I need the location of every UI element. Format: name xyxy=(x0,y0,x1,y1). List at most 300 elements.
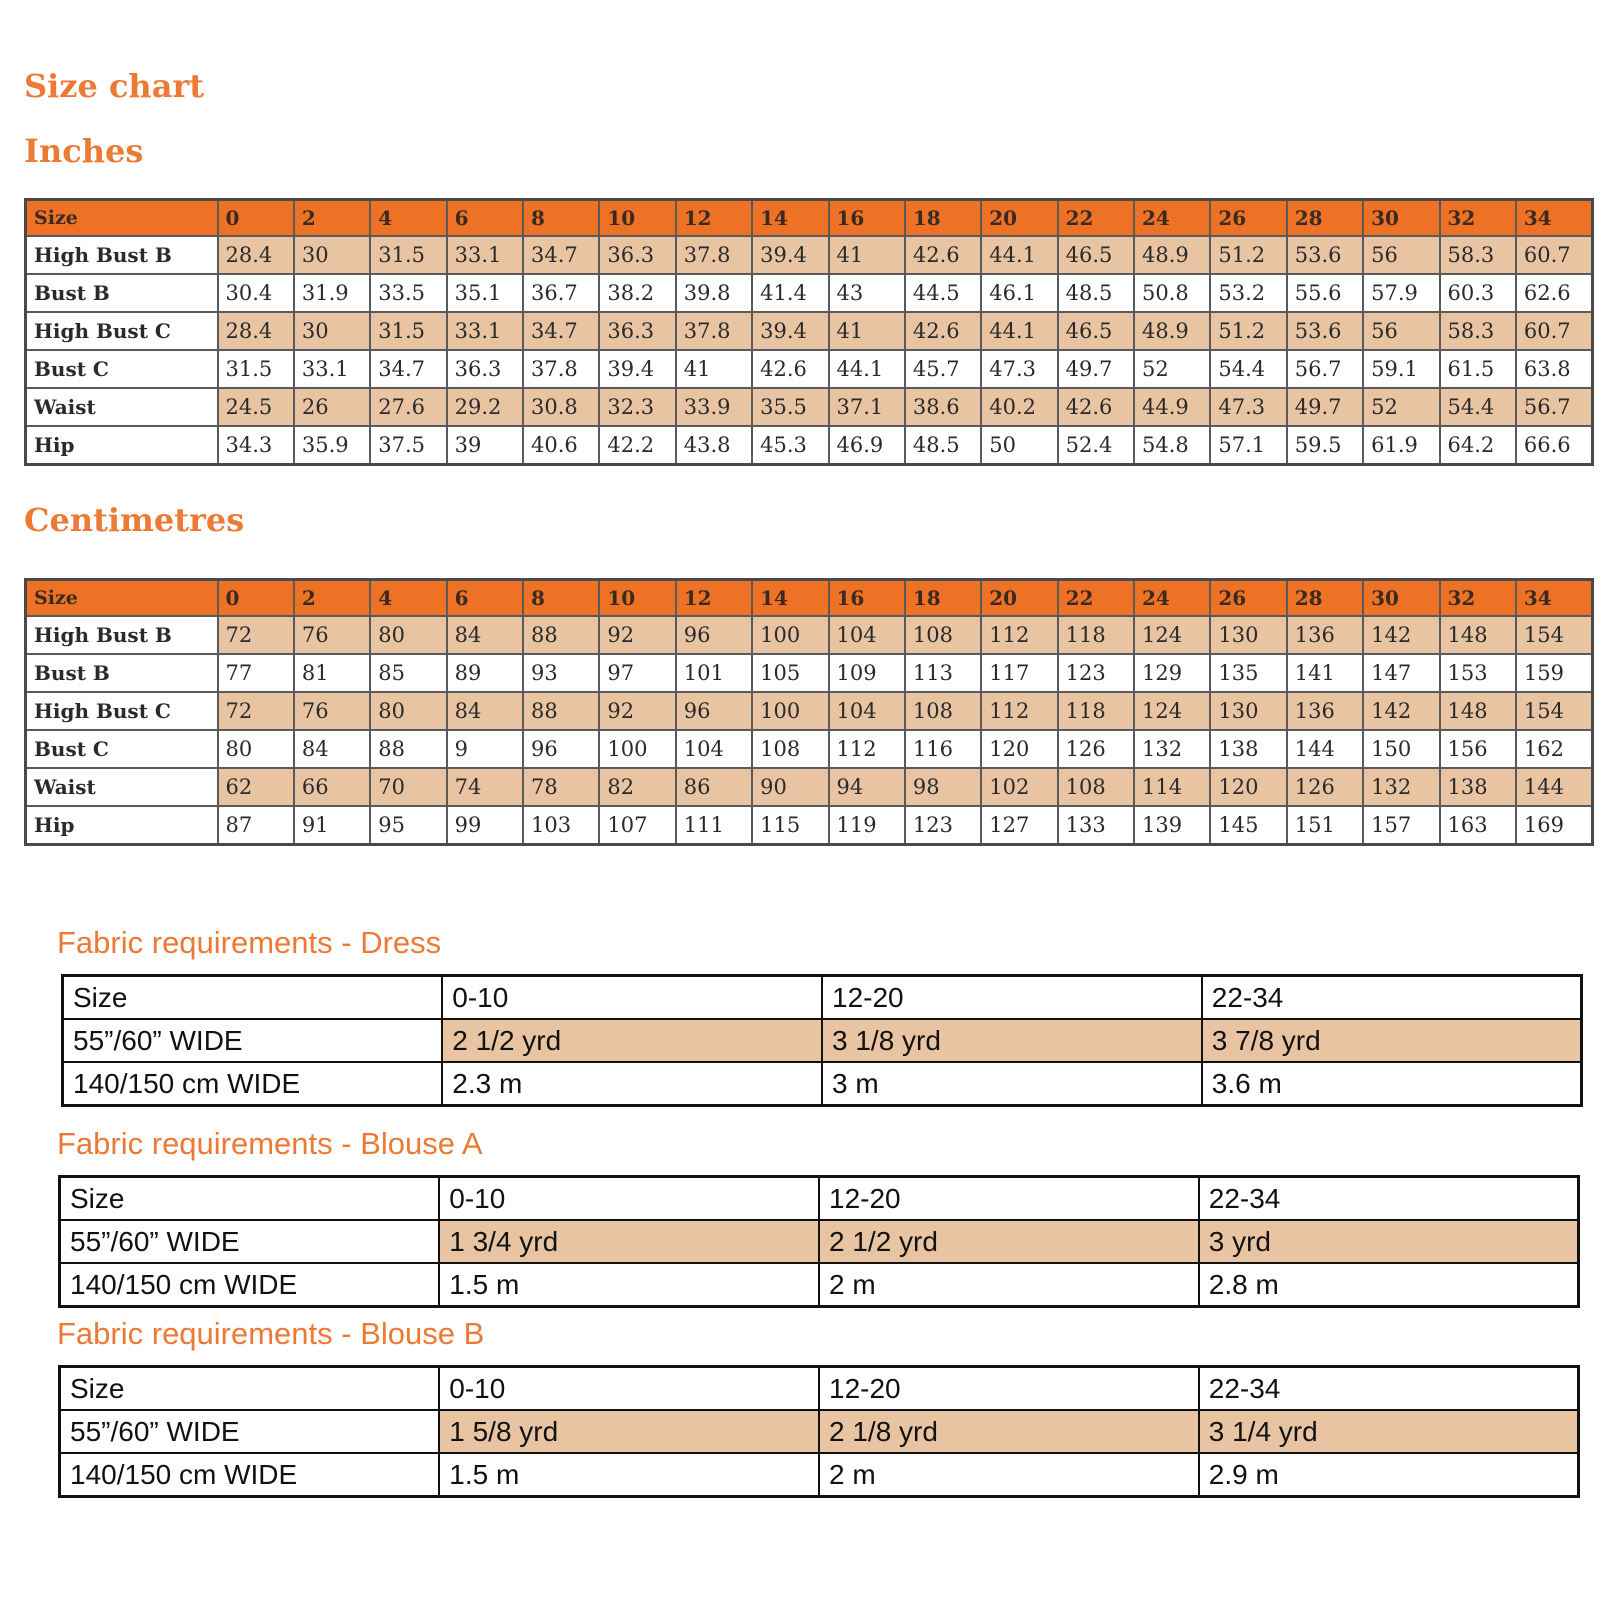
measurement-cell: 72 xyxy=(218,692,294,730)
size-header-cell: 34 xyxy=(1516,580,1593,617)
measurement-cell: 48.5 xyxy=(1058,274,1134,312)
size-header-cell: 2 xyxy=(294,200,370,237)
size-header-cell: 26 xyxy=(1210,200,1286,237)
centimetres-heading: Centimetres xyxy=(24,501,245,539)
measurement-cell: 38.2 xyxy=(599,274,675,312)
measurement-cell: 29.2 xyxy=(447,388,523,426)
measurement-cell: 33.1 xyxy=(294,350,370,388)
measurement-cell: 112 xyxy=(981,616,1057,654)
size-header-cell: 32 xyxy=(1440,580,1516,617)
measurement-cell: 31.9 xyxy=(294,274,370,312)
measurement-cell: 46.5 xyxy=(1058,236,1134,274)
measurement-cell: 77 xyxy=(218,654,294,692)
measurement-cell: 34.3 xyxy=(218,426,294,465)
measurement-cell: 42.6 xyxy=(905,236,981,274)
table-row xyxy=(63,976,1582,1020)
measurement-cell: 39.8 xyxy=(676,274,752,312)
measurement-cell: 88 xyxy=(523,616,599,654)
row-label: Size xyxy=(60,1367,440,1411)
measurement-cell: 44.1 xyxy=(981,236,1057,274)
size-header-cell: 22 xyxy=(1058,200,1134,237)
measurement-cell: 28.4 xyxy=(218,312,294,350)
size-header-cell: 30 xyxy=(1363,200,1439,237)
measurement-cell: 60.3 xyxy=(1440,274,1516,312)
table-row xyxy=(26,426,1593,465)
measurement-cell: 85 xyxy=(370,654,446,692)
measurement-cell: 86 xyxy=(676,768,752,806)
measurement-cell: 43.8 xyxy=(676,426,752,465)
size-header-cell: 10 xyxy=(599,200,675,237)
measurement-cell: 88 xyxy=(523,692,599,730)
measurement-cell: 80 xyxy=(218,730,294,768)
measurement-cell: 108 xyxy=(1058,768,1134,806)
measurement-cell: 126 xyxy=(1058,730,1134,768)
measurement-cell: 47.3 xyxy=(1210,388,1286,426)
fabric-dress-title: Fabric requirements - Dress xyxy=(57,925,442,960)
measurement-cell: 37.8 xyxy=(523,350,599,388)
measurement-cell: 92 xyxy=(599,692,675,730)
measurement-cell: 36.7 xyxy=(523,274,599,312)
measurement-cell: 96 xyxy=(676,692,752,730)
measurement-cell: 44.9 xyxy=(1134,388,1210,426)
measurement-cell: 36.3 xyxy=(599,312,675,350)
table-row xyxy=(26,768,1593,806)
measurement-cell: 138 xyxy=(1210,730,1286,768)
measurement-cell: 62 xyxy=(218,768,294,806)
measurement-cell: 53.6 xyxy=(1287,236,1363,274)
page-title: Size chart xyxy=(24,67,205,105)
measurement-cell: 38.6 xyxy=(905,388,981,426)
row-label: High Bust C xyxy=(26,692,218,730)
measurement-cell: 48.9 xyxy=(1134,236,1210,274)
measurement-cell: 31.5 xyxy=(370,236,446,274)
measurement-cell: 54.4 xyxy=(1440,388,1516,426)
size-header-cell: 24 xyxy=(1134,200,1210,237)
fabric-cell: 2 m xyxy=(819,1453,1199,1497)
measurement-cell: 57.9 xyxy=(1363,274,1439,312)
measurement-cell: 45.7 xyxy=(905,350,981,388)
measurement-cell: 53.6 xyxy=(1287,312,1363,350)
measurement-cell: 151 xyxy=(1287,806,1363,845)
measurement-cell: 46.5 xyxy=(1058,312,1134,350)
fabric-cell: 1.5 m xyxy=(439,1263,819,1307)
measurement-cell: 148 xyxy=(1440,692,1516,730)
measurement-cell: 33.1 xyxy=(447,312,523,350)
size-header-cell: 18 xyxy=(905,200,981,237)
size-column-header: Size xyxy=(26,580,218,617)
measurement-cell: 66.6 xyxy=(1516,426,1593,465)
measurement-cell: 116 xyxy=(905,730,981,768)
measurement-cell: 154 xyxy=(1516,692,1593,730)
measurement-cell: 49.7 xyxy=(1287,388,1363,426)
measurement-cell: 130 xyxy=(1210,616,1286,654)
measurement-cell: 30 xyxy=(294,312,370,350)
measurement-cell: 59.5 xyxy=(1287,426,1363,465)
measurement-cell: 45.3 xyxy=(752,426,828,465)
measurement-cell: 57.1 xyxy=(1210,426,1286,465)
measurement-cell: 136 xyxy=(1287,692,1363,730)
measurement-cell: 169 xyxy=(1516,806,1593,845)
size-header-cell: 12 xyxy=(676,200,752,237)
measurement-cell: 52 xyxy=(1363,388,1439,426)
measurement-cell: 39.4 xyxy=(752,236,828,274)
inches-heading: Inches xyxy=(24,132,144,170)
fabric-cell: 1 5/8 yrd xyxy=(439,1410,819,1453)
measurement-cell: 80 xyxy=(370,616,446,654)
size-header-cell: 28 xyxy=(1287,580,1363,617)
fabric-cell: 12-20 xyxy=(822,976,1202,1020)
size-header-cell: 32 xyxy=(1440,200,1516,237)
size-header-cell: 0 xyxy=(218,200,294,237)
measurement-cell: 32.3 xyxy=(599,388,675,426)
measurement-cell: 132 xyxy=(1363,768,1439,806)
measurement-cell: 49.7 xyxy=(1058,350,1134,388)
size-header-cell: 28 xyxy=(1287,200,1363,237)
measurement-cell: 42.2 xyxy=(599,426,675,465)
table-row xyxy=(60,1367,1579,1411)
measurement-cell: 78 xyxy=(523,768,599,806)
measurement-cell: 44.5 xyxy=(905,274,981,312)
measurement-cell: 35.9 xyxy=(294,426,370,465)
size-header-cell: 30 xyxy=(1363,580,1439,617)
measurement-cell: 74 xyxy=(447,768,523,806)
measurement-cell: 56 xyxy=(1363,312,1439,350)
table-row xyxy=(26,616,1593,654)
size-header-cell: 24 xyxy=(1134,580,1210,617)
measurement-cell: 54.4 xyxy=(1210,350,1286,388)
measurement-cell: 70 xyxy=(370,768,446,806)
table-header-row xyxy=(26,200,1593,237)
measurement-cell: 37.1 xyxy=(829,388,905,426)
table-row xyxy=(26,730,1593,768)
fabric-cell: 2.9 m xyxy=(1199,1453,1579,1497)
fabric-cell: 0-10 xyxy=(439,1367,819,1411)
size-header-cell: 4 xyxy=(370,580,446,617)
fabric-cell: 12-20 xyxy=(819,1367,1199,1411)
measurement-cell: 100 xyxy=(752,692,828,730)
measurement-cell: 40.2 xyxy=(981,388,1057,426)
measurement-cell: 135 xyxy=(1210,654,1286,692)
fabric-cell: 3 1/8 yrd xyxy=(822,1019,1202,1062)
measurement-cell: 33.9 xyxy=(676,388,752,426)
measurement-cell: 82 xyxy=(599,768,675,806)
fabric-cell: 0-10 xyxy=(439,1177,819,1221)
measurement-cell: 138 xyxy=(1440,768,1516,806)
measurement-cell: 62.6 xyxy=(1516,274,1593,312)
measurement-cell: 58.3 xyxy=(1440,236,1516,274)
row-label: Hip xyxy=(26,806,218,845)
measurement-cell: 31.5 xyxy=(218,350,294,388)
measurement-cell: 41.4 xyxy=(752,274,828,312)
measurement-cell: 46.1 xyxy=(981,274,1057,312)
measurement-cell: 111 xyxy=(676,806,752,845)
measurement-cell: 36.3 xyxy=(599,236,675,274)
measurement-cell: 120 xyxy=(1210,768,1286,806)
measurement-cell: 156 xyxy=(1440,730,1516,768)
measurement-cell: 105 xyxy=(752,654,828,692)
measurement-cell: 53.2 xyxy=(1210,274,1286,312)
fabric-cell: 12-20 xyxy=(819,1177,1199,1221)
measurement-cell: 112 xyxy=(981,692,1057,730)
fabric-cell: 22-34 xyxy=(1199,1367,1579,1411)
measurement-cell: 91 xyxy=(294,806,370,845)
measurement-cell: 108 xyxy=(905,692,981,730)
size-header-cell: 22 xyxy=(1058,580,1134,617)
measurement-cell: 100 xyxy=(599,730,675,768)
measurement-cell: 54.8 xyxy=(1134,426,1210,465)
measurement-cell: 42.6 xyxy=(1058,388,1134,426)
row-label: High Bust B xyxy=(26,616,218,654)
measurement-cell: 52 xyxy=(1134,350,1210,388)
fabric-cell: 2 1/8 yrd xyxy=(819,1410,1199,1453)
fabric-cell: 1 3/4 yrd xyxy=(439,1220,819,1263)
inches-size-table xyxy=(24,198,1594,466)
measurement-cell: 95 xyxy=(370,806,446,845)
table-row xyxy=(60,1177,1579,1221)
fabric-blouse-b-title: Fabric requirements - Blouse B xyxy=(57,1316,485,1351)
measurement-cell: 118 xyxy=(1058,692,1134,730)
row-label: 55”/60” WIDE xyxy=(60,1410,440,1453)
measurement-cell: 35.1 xyxy=(447,274,523,312)
fabric-cell: 2 m xyxy=(819,1263,1199,1307)
measurement-cell: 112 xyxy=(829,730,905,768)
measurement-cell: 102 xyxy=(981,768,1057,806)
measurement-cell: 61.5 xyxy=(1440,350,1516,388)
row-label: Size xyxy=(60,1177,440,1221)
fabric-cell: 22-34 xyxy=(1199,1177,1579,1221)
size-header-cell: 6 xyxy=(447,580,523,617)
measurement-cell: 50.8 xyxy=(1134,274,1210,312)
measurement-cell: 80 xyxy=(370,692,446,730)
row-label: 140/150 cm WIDE xyxy=(60,1263,440,1307)
row-label: Size xyxy=(63,976,443,1020)
measurement-cell: 157 xyxy=(1363,806,1439,845)
fabric-cell: 3 m xyxy=(822,1062,1202,1106)
measurement-cell: 109 xyxy=(829,654,905,692)
size-header-cell: 16 xyxy=(829,580,905,617)
table-row xyxy=(60,1220,1579,1263)
measurement-cell: 41 xyxy=(829,312,905,350)
measurement-cell: 147 xyxy=(1363,654,1439,692)
size-header-cell: 20 xyxy=(981,580,1057,617)
measurement-cell: 56 xyxy=(1363,236,1439,274)
measurement-cell: 24.5 xyxy=(218,388,294,426)
table-row xyxy=(26,350,1593,388)
measurement-cell: 100 xyxy=(752,616,828,654)
fabric-cell: 2.3 m xyxy=(442,1062,822,1106)
measurement-cell: 163 xyxy=(1440,806,1516,845)
measurement-cell: 42.6 xyxy=(752,350,828,388)
measurement-cell: 47.3 xyxy=(981,350,1057,388)
measurement-cell: 92 xyxy=(599,616,675,654)
measurement-cell: 159 xyxy=(1516,654,1593,692)
measurement-cell: 123 xyxy=(1058,654,1134,692)
measurement-cell: 35.5 xyxy=(752,388,828,426)
table-row xyxy=(60,1410,1579,1453)
measurement-cell: 42.6 xyxy=(905,312,981,350)
measurement-cell: 132 xyxy=(1134,730,1210,768)
measurement-cell: 113 xyxy=(905,654,981,692)
measurement-cell: 41 xyxy=(676,350,752,388)
measurement-cell: 148 xyxy=(1440,616,1516,654)
measurement-cell: 36.3 xyxy=(447,350,523,388)
measurement-cell: 127 xyxy=(981,806,1057,845)
measurement-cell: 61.9 xyxy=(1363,426,1439,465)
fabric-blouse-b-table xyxy=(58,1365,1580,1498)
size-header-cell: 12 xyxy=(676,580,752,617)
measurement-cell: 142 xyxy=(1363,616,1439,654)
measurement-cell: 30.8 xyxy=(523,388,599,426)
measurement-cell: 60.7 xyxy=(1516,236,1593,274)
measurement-cell: 63.8 xyxy=(1516,350,1593,388)
measurement-cell: 144 xyxy=(1516,768,1593,806)
row-label: Waist xyxy=(26,768,218,806)
measurement-cell: 88 xyxy=(370,730,446,768)
table-row xyxy=(26,388,1593,426)
measurement-cell: 126 xyxy=(1287,768,1363,806)
measurement-cell: 56.7 xyxy=(1287,350,1363,388)
measurement-cell: 93 xyxy=(523,654,599,692)
measurement-cell: 44.1 xyxy=(981,312,1057,350)
measurement-cell: 9 xyxy=(447,730,523,768)
measurement-cell: 108 xyxy=(752,730,828,768)
table-row xyxy=(26,312,1593,350)
table-row xyxy=(26,236,1593,274)
measurement-cell: 72 xyxy=(218,616,294,654)
measurement-cell: 117 xyxy=(981,654,1057,692)
measurement-cell: 130 xyxy=(1210,692,1286,730)
measurement-cell: 84 xyxy=(447,692,523,730)
measurement-cell: 142 xyxy=(1363,692,1439,730)
measurement-cell: 118 xyxy=(1058,616,1134,654)
measurement-cell: 33.1 xyxy=(447,236,523,274)
size-header-cell: 26 xyxy=(1210,580,1286,617)
measurement-cell: 124 xyxy=(1134,616,1210,654)
measurement-cell: 133 xyxy=(1058,806,1134,845)
measurement-cell: 43 xyxy=(829,274,905,312)
measurement-cell: 66 xyxy=(294,768,370,806)
measurement-cell: 119 xyxy=(829,806,905,845)
measurement-cell: 162 xyxy=(1516,730,1593,768)
measurement-cell: 114 xyxy=(1134,768,1210,806)
measurement-cell: 46.9 xyxy=(829,426,905,465)
measurement-cell: 153 xyxy=(1440,654,1516,692)
measurement-cell: 40.6 xyxy=(523,426,599,465)
measurement-cell: 30.4 xyxy=(218,274,294,312)
size-header-cell: 14 xyxy=(752,580,828,617)
fabric-cell: 22-34 xyxy=(1202,976,1582,1020)
measurement-cell: 59.1 xyxy=(1363,350,1439,388)
measurement-cell: 37.8 xyxy=(676,312,752,350)
measurement-cell: 56.7 xyxy=(1516,388,1593,426)
size-header-cell: 0 xyxy=(218,580,294,617)
measurement-cell: 27.6 xyxy=(370,388,446,426)
measurement-cell: 64.2 xyxy=(1440,426,1516,465)
row-label: 140/150 cm WIDE xyxy=(63,1062,443,1106)
fabric-blouse-a-table xyxy=(58,1175,1580,1308)
measurement-cell: 150 xyxy=(1363,730,1439,768)
measurement-cell: 139 xyxy=(1134,806,1210,845)
fabric-cell: 1.5 m xyxy=(439,1453,819,1497)
row-label: High Bust B xyxy=(26,236,218,274)
table-row xyxy=(63,1019,1582,1062)
measurement-cell: 81 xyxy=(294,654,370,692)
measurement-cell: 33.5 xyxy=(370,274,446,312)
measurement-cell: 124 xyxy=(1134,692,1210,730)
measurement-cell: 107 xyxy=(599,806,675,845)
fabric-blouse-a-title: Fabric requirements - Blouse A xyxy=(57,1126,483,1161)
table-row xyxy=(60,1263,1579,1307)
measurement-cell: 34.7 xyxy=(370,350,446,388)
row-label: Waist xyxy=(26,388,218,426)
fabric-dress-table xyxy=(61,974,1583,1107)
measurement-cell: 84 xyxy=(294,730,370,768)
fabric-cell: 3 1/4 yrd xyxy=(1199,1410,1579,1453)
fabric-cell: 0-10 xyxy=(442,976,822,1020)
measurement-cell: 141 xyxy=(1287,654,1363,692)
measurement-cell: 145 xyxy=(1210,806,1286,845)
measurement-cell: 103 xyxy=(523,806,599,845)
measurement-cell: 90 xyxy=(752,768,828,806)
row-label: 140/150 cm WIDE xyxy=(60,1453,440,1497)
measurement-cell: 28.4 xyxy=(218,236,294,274)
measurement-cell: 39.4 xyxy=(599,350,675,388)
table-row xyxy=(26,692,1593,730)
measurement-cell: 129 xyxy=(1134,654,1210,692)
fabric-cell: 3 yrd xyxy=(1199,1220,1579,1263)
size-header-cell: 4 xyxy=(370,200,446,237)
size-header-cell: 8 xyxy=(523,580,599,617)
measurement-cell: 37.8 xyxy=(676,236,752,274)
measurement-cell: 37.5 xyxy=(370,426,446,465)
fabric-cell: 2.8 m xyxy=(1199,1263,1579,1307)
measurement-cell: 34.7 xyxy=(523,312,599,350)
measurement-cell: 115 xyxy=(752,806,828,845)
table-row xyxy=(63,1062,1582,1106)
size-header-cell: 10 xyxy=(599,580,675,617)
size-header-cell: 14 xyxy=(752,200,828,237)
measurement-cell: 58.3 xyxy=(1440,312,1516,350)
measurement-cell: 51.2 xyxy=(1210,236,1286,274)
fabric-cell: 3.6 m xyxy=(1202,1062,1582,1106)
measurement-cell: 39 xyxy=(447,426,523,465)
measurement-cell: 48.5 xyxy=(905,426,981,465)
measurement-cell: 94 xyxy=(829,768,905,806)
table-row xyxy=(60,1453,1579,1497)
measurement-cell: 104 xyxy=(829,616,905,654)
measurement-cell: 39.4 xyxy=(752,312,828,350)
size-header-cell: 2 xyxy=(294,580,370,617)
measurement-cell: 76 xyxy=(294,692,370,730)
measurement-cell: 44.1 xyxy=(829,350,905,388)
measurement-cell: 41 xyxy=(829,236,905,274)
size-header-cell: 20 xyxy=(981,200,1057,237)
measurement-cell: 97 xyxy=(599,654,675,692)
measurement-cell: 84 xyxy=(447,616,523,654)
row-label: Bust B xyxy=(26,654,218,692)
size-header-cell: 6 xyxy=(447,200,523,237)
fabric-cell: 3 7/8 yrd xyxy=(1202,1019,1582,1062)
measurement-cell: 99 xyxy=(447,806,523,845)
measurement-cell: 96 xyxy=(676,616,752,654)
measurement-cell: 123 xyxy=(905,806,981,845)
measurement-cell: 154 xyxy=(1516,616,1593,654)
measurement-cell: 34.7 xyxy=(523,236,599,274)
measurement-cell: 60.7 xyxy=(1516,312,1593,350)
centimetres-size-table xyxy=(24,578,1594,846)
row-label: Hip xyxy=(26,426,218,465)
size-header-cell: 18 xyxy=(905,580,981,617)
